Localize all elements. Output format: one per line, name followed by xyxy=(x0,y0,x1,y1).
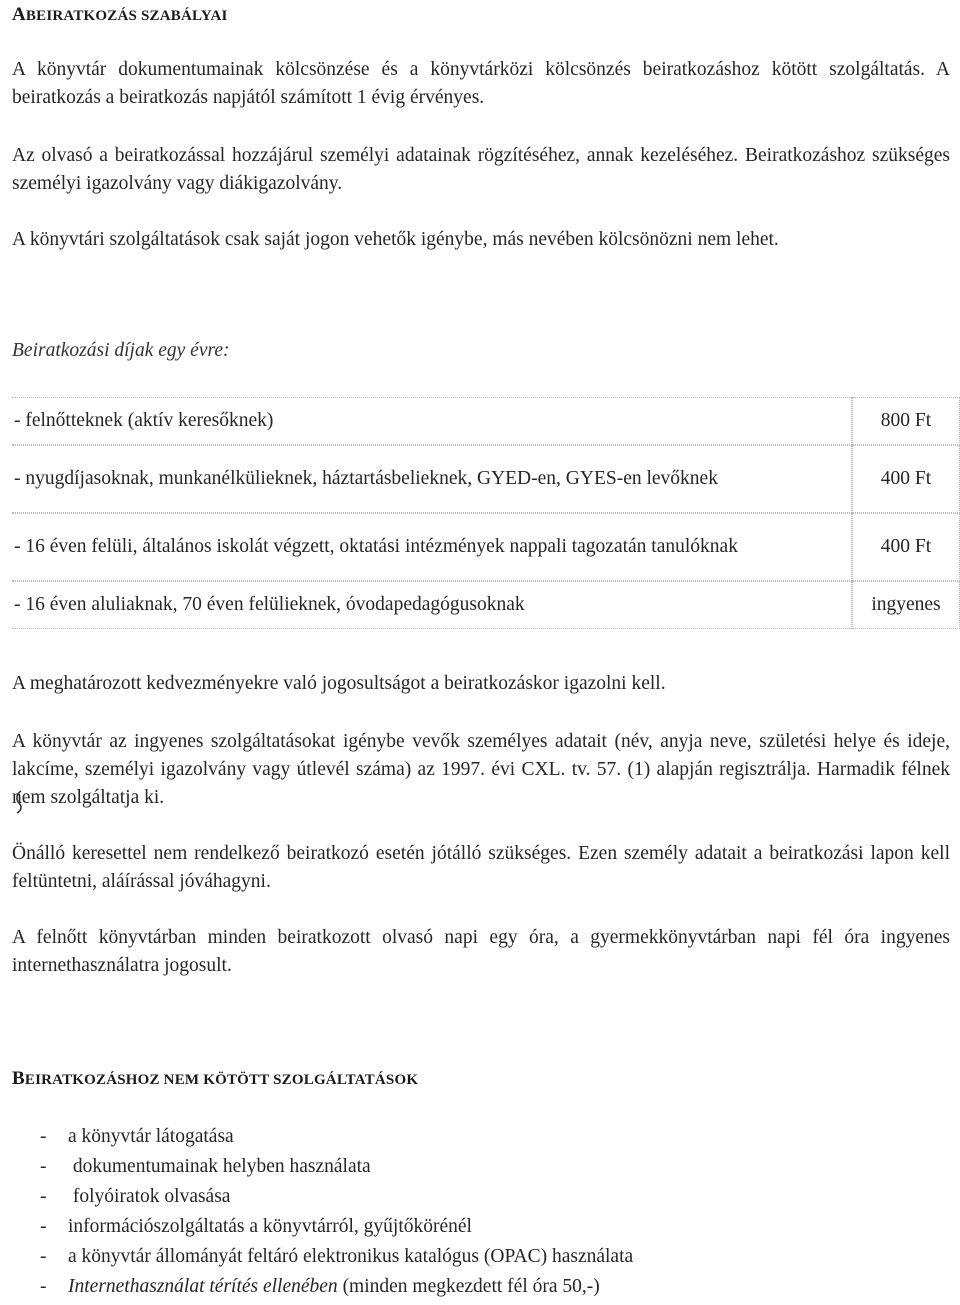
fee-category: - nyugdíjasoknak, munkanélkülieknek, háztartásbelieknek, GYED-en, GYES-en levőknek xyxy=(12,445,852,513)
list-item-text: információszolgáltatás a könyvtárról, gyűjtőkörénél xyxy=(68,1216,472,1237)
list-item-text: dokumentumainak helyben használata xyxy=(68,1156,371,1177)
paragraph-own-right: A könyvtári szolgáltatások csak saját jogon vehetők igénybe, más nevében kölcsönözni nem lehet. xyxy=(12,229,779,250)
section-heading-rules xyxy=(12,4,228,26)
fee-category: - felnőtteknek (aktív keresőknek) xyxy=(12,397,852,445)
table-row xyxy=(12,397,960,445)
heading-initial: A xyxy=(12,4,26,25)
list-item-italic: Internethasználat térítés ellenében xyxy=(68,1276,338,1297)
fees-label: Beiratkozási díjak egy évre: xyxy=(12,340,230,361)
list-dash: - xyxy=(40,1186,47,1207)
list-dash: - xyxy=(40,1156,47,1177)
list-item xyxy=(12,1212,633,1242)
list-item-text: a könyvtár látogatása xyxy=(68,1126,234,1147)
list-dash: - xyxy=(40,1246,47,1267)
heading-rest: EIRATKOZÁSHOZ NEM KÖTÖTT SZOLGÁLTATÁSOK xyxy=(24,1072,419,1088)
paragraph-discount-proof: A meghatározott kedvezményekre való jogosultságot a beiratkozáskor igazolni kell. xyxy=(12,673,666,694)
list-item xyxy=(12,1182,633,1212)
table-row xyxy=(12,513,960,581)
table-row xyxy=(12,445,960,513)
fee-category: - 16 éven felüli, általános iskolát végzett, oktatási intézmények nappali tagozatán tanulóknak xyxy=(12,513,852,581)
fee-amount: 400 Ft xyxy=(852,445,960,513)
paragraph-lending: A könyvtár dokumentumainak kölcsönzése és a könyvtárközi kölcsönzés beiratkozáshoz kötött szolgáltatás. A beiratkozás a beiratkozás napjától számított 1 évig érvényes. xyxy=(12,59,950,108)
list-dash: - xyxy=(40,1216,47,1237)
section-heading-free-services xyxy=(12,1068,418,1090)
list-item-text: (minden megkezdett fél óra 50,-) xyxy=(337,1276,600,1297)
list-item xyxy=(12,1272,633,1302)
paragraph-guarantor: Önálló keresettel nem rendelkező beiratkozó esetén jótálló szükséges. Ezen személy adatait a beiratkozási lapon kell feltüntetni, aláírással jóváhagyni. xyxy=(12,843,950,892)
list-item-text: a könyvtár állományát feltáró elektronikus katalógus (OPAC) használata xyxy=(68,1246,634,1267)
list-item xyxy=(12,1152,633,1182)
heading-initial: B xyxy=(12,1068,25,1089)
list-item-text: folyóiratok olvasása xyxy=(68,1186,231,1207)
fee-amount: ingyenes xyxy=(852,581,960,629)
list-item xyxy=(12,1122,633,1152)
fee-amount: 400 Ft xyxy=(852,513,960,581)
paragraph-internet: A felnőtt könyvtárban minden beiratkozott olvasó napi egy óra, a gyermekkönyvtárban napi fél óra ingyenes internethasználatra jogosult. xyxy=(12,927,950,976)
paragraph-consent: Az olvasó a beiratkozással hozzájárul személyi adatainak rögzítéséhez, annak kezeléséhez. Beiratkozáshoz szükséges személyi igazolvány vagy diákigazolvány. xyxy=(12,145,950,194)
table-row xyxy=(12,581,960,629)
fee-amount: 800 Ft xyxy=(852,397,960,445)
fees-table xyxy=(12,397,960,629)
section-sign-mark xyxy=(14,788,24,816)
fee-category: - 16 éven aluliaknak, 70 éven felülieknek, óvodapedagógusoknak xyxy=(12,581,852,629)
paragraph-data-registration: A könyvtár az ingyenes szolgáltatásokat igénybe vevők személyes adatait (név, anyja neve, születési helye és ideje, lakcíme, személyi igazolvány vagy útlevél száma) az 1997. évi CXL. tv. 57. (1) alapján regisztrálja. Harmadik félnek nem szolgáltatja ki. xyxy=(12,731,950,808)
free-services-list xyxy=(12,1122,633,1302)
list-dash: - xyxy=(40,1126,47,1147)
list-dash: - xyxy=(40,1276,47,1297)
list-item xyxy=(12,1242,633,1272)
heading-rest: BEIRATKOZÁS SZABÁLYAI xyxy=(25,8,228,24)
